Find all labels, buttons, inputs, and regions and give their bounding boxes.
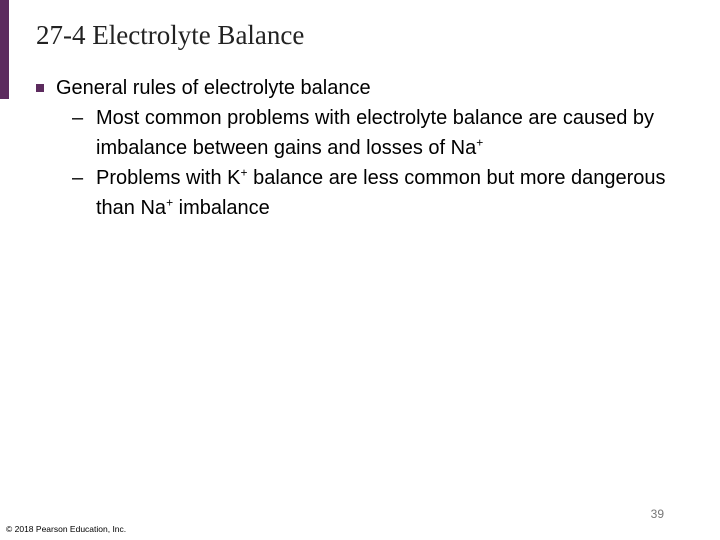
- superscript-plus: +: [476, 135, 484, 150]
- superscript-plus: +: [240, 165, 248, 180]
- sub-bullet-2: [36, 163, 686, 223]
- dash-bullet-icon: –: [72, 167, 84, 189]
- page-number: 39: [650, 507, 664, 521]
- square-bullet-icon: [36, 84, 44, 92]
- sub-bullet-list: [36, 103, 686, 223]
- copyright-notice: © 2018 Pearson Education, Inc.: [6, 524, 127, 534]
- slide-content: [36, 73, 686, 223]
- superscript-plus: +: [166, 195, 174, 210]
- sub-bullet-1-text: Most common problems with electrolyte balance are caused by imbalance between gains and losses of Na: [96, 107, 655, 159]
- sub-bullet-2-text-part2: balance are less common but more dangerous than Na: [96, 167, 666, 219]
- title-accent-bar: [0, 0, 9, 99]
- main-bullet-text: General rules of electrolyte balance: [56, 77, 371, 99]
- sub-bullet-1: [36, 103, 686, 163]
- sub-bullet-2-text-part3: imbalance: [173, 197, 270, 219]
- main-bullet: [36, 73, 686, 103]
- sub-bullet-2-text-part1: Problems with K: [96, 167, 241, 189]
- slide-title: 27-4 Electrolyte Balance: [36, 20, 305, 50]
- dash-bullet-icon: –: [72, 107, 84, 129]
